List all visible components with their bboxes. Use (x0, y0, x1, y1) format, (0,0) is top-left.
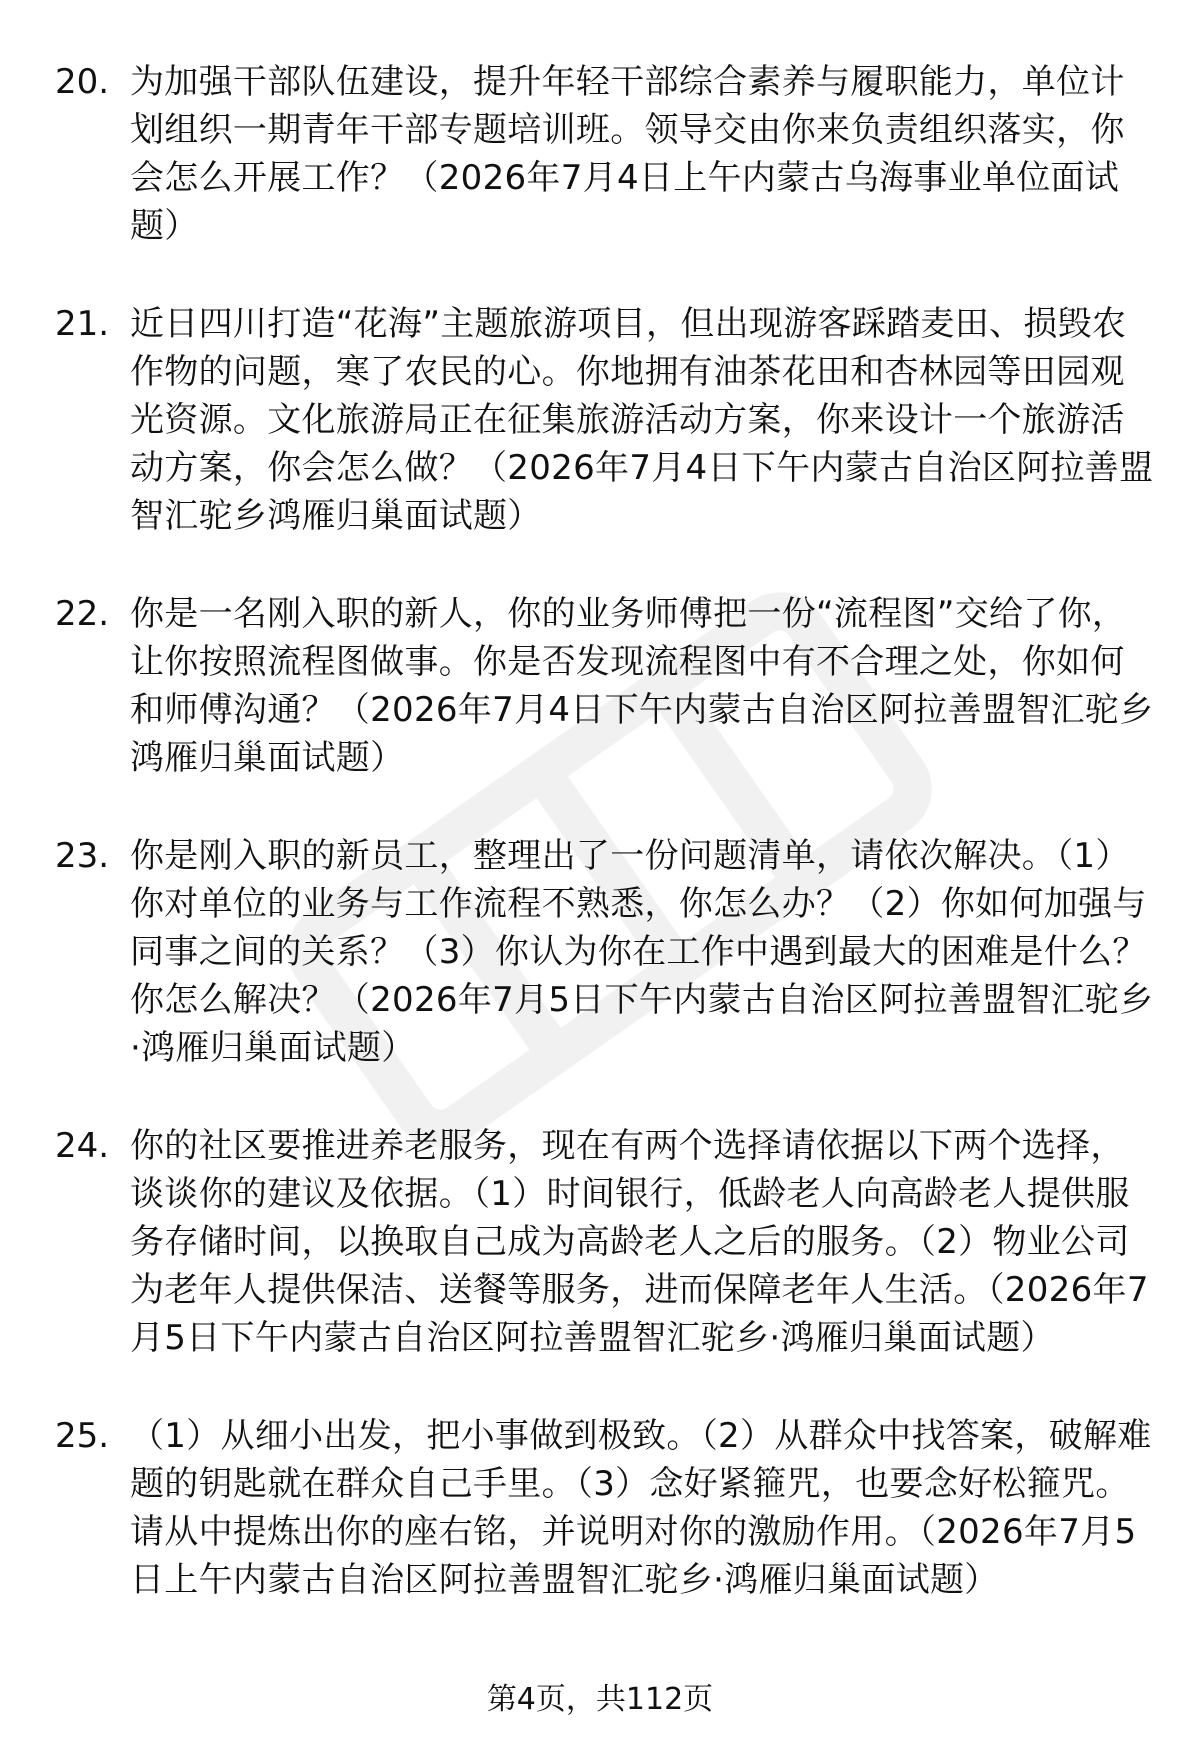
question-text: 近日四川打造“花海”主题旅游项目，但出现游客踩踏麦田、损毁农作物的问题，寒了农民的心。你地拥有油茶花田和杏林园等田园观光资源。文化旅游局正在征集旅游活动方案，你来设计一个旅游活动方案，你会怎么做？（2026年7月4日下午内蒙古自治区阿拉善盟智汇驼乡鸿雁归巢面试题） (130, 304, 1154, 536)
question-number: 22. (55, 594, 110, 634)
question-text: 你是刚入职的新员工，整理出了一份问题清单，请依次解决。（1）你对单位的业务与工作流程不熟悉，你怎么办？（2）你如何加强与同事之间的关系？（3）你认为你在工作中遇到最大的困难是什么？你怎么解决？（2026年7月5日下午内蒙古自治区阿拉善盟智汇驼乡·鸿雁归巢面试题） (130, 836, 1154, 1068)
question-text: 你的社区要推进养老服务，现在有两个选择请依据以下两个选择，谈谈你的建议及依据。（1）时间银行，低龄老人向高龄老人提供服务存储时间，以换取自己成为高龄老人之后的服务。（2）物业公司为老年人提供保洁、送餐等服务，进而保障老年人生活。（2026年7月5日下午内蒙古自治区阿拉善盟智汇驼乡·鸿雁归巢面试题） (130, 1126, 1149, 1358)
page-footer (0, 1680, 1200, 1720)
question-item (0, 300, 1200, 540)
question-number: 21. (55, 304, 110, 344)
question-text: 为加强干部队伍建设，提升年轻干部综合素养与履职能力，单位计划组织一期青年干部专题培训班。领导交由你来负责组织落实，你会怎么开展工作？（2026年7月4日上午内蒙古乌海事业单位面试题） (130, 62, 1125, 246)
question-text: （1）从细小出发，把小事做到极致。（2）从群众中找答案，破解难题的钥匙就在群众自己手里。（3）念好紧箍咒，也要念好松箍咒。请从中提炼出你的座右铭，并说明对你的激励作用。（2026年7月5日上午内蒙古自治区阿拉善盟智汇驼乡·鸿雁归巢面试题） (130, 1416, 1152, 1600)
question-list (0, 58, 1200, 1654)
question-item (0, 58, 1200, 250)
question-item (0, 1122, 1200, 1362)
question-item (0, 832, 1200, 1072)
question-item (0, 590, 1200, 782)
question-text: 你是一名刚入职的新人，你的业务师傅把一份“流程图”交给了你，让你按照流程图做事。你是否发现流程图中有不合理之处，你如何和师傅沟通？（2026年7月4日下午内蒙古自治区阿拉善盟智汇驼乡鸿雁归巢面试题） (130, 594, 1154, 778)
question-number: 20. (55, 62, 110, 102)
page-number-label: 第4页，共112页 (486, 1682, 714, 1717)
question-number: 23. (55, 836, 110, 876)
question-number: 24. (55, 1126, 110, 1166)
question-number: 25. (55, 1416, 110, 1456)
question-item (0, 1412, 1200, 1604)
